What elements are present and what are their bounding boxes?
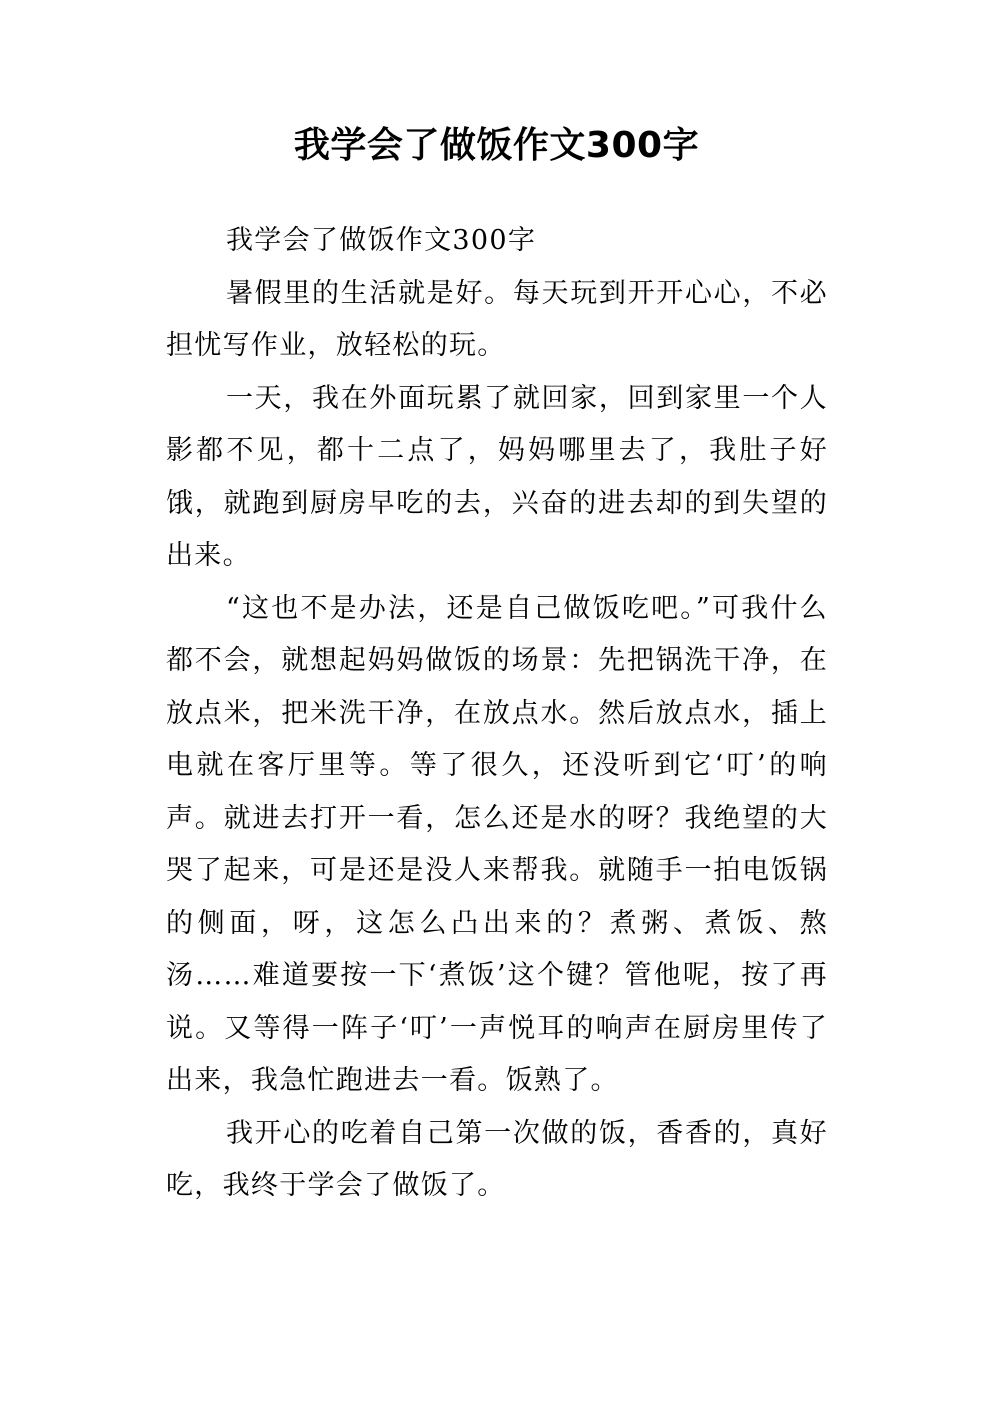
document-title: 我学会了做饭作文300字: [293, 125, 700, 166]
paragraph: “这也不是办法，还是自己做饭吃吧。”可我什么都不会，就想起妈妈做饭的场景：先把锅洗干净，在放点米，把米洗干净，在放点水。然后放点水，插上电就在客厅里等。等了很久，还没听到它‘叮’的响声。就进去打开一看，怎么还是水的呀？我绝望的大哭了起来，可是还是没人来帮我。就随手一拍电饭锅的侧面，呀，这怎么凸出来的？煮粥、煮饭、熬汤……难道要按一下‘煮饭’这个键？管他呢，按了再说。又等得一阵子‘叮’一声悦耳的响声在厨房里传了出来，我急忙跑进去一看。饭熟了。: [166, 592, 828, 1096]
document-body: [166, 215, 828, 1213]
paragraph: 我开心的吃着自己第一次做的饭，香香的，真好吃，我终于学会了做饭了。: [166, 1117, 828, 1201]
paragraph: 一天，我在外面玩累了就回家，回到家里一个人影都不见，都十二点了，妈妈哪里去了，我肚子好饿，就跑到厨房早吃的去，兴奋的进去却的到失望的出来。: [166, 382, 828, 571]
paragraph-subtitle: 我学会了做饭作文300字: [226, 225, 537, 256]
paragraph: 暑假里的生活就是好。每天玩到开开心心，不必担忧写作业，放轻松的玩。: [166, 277, 828, 361]
